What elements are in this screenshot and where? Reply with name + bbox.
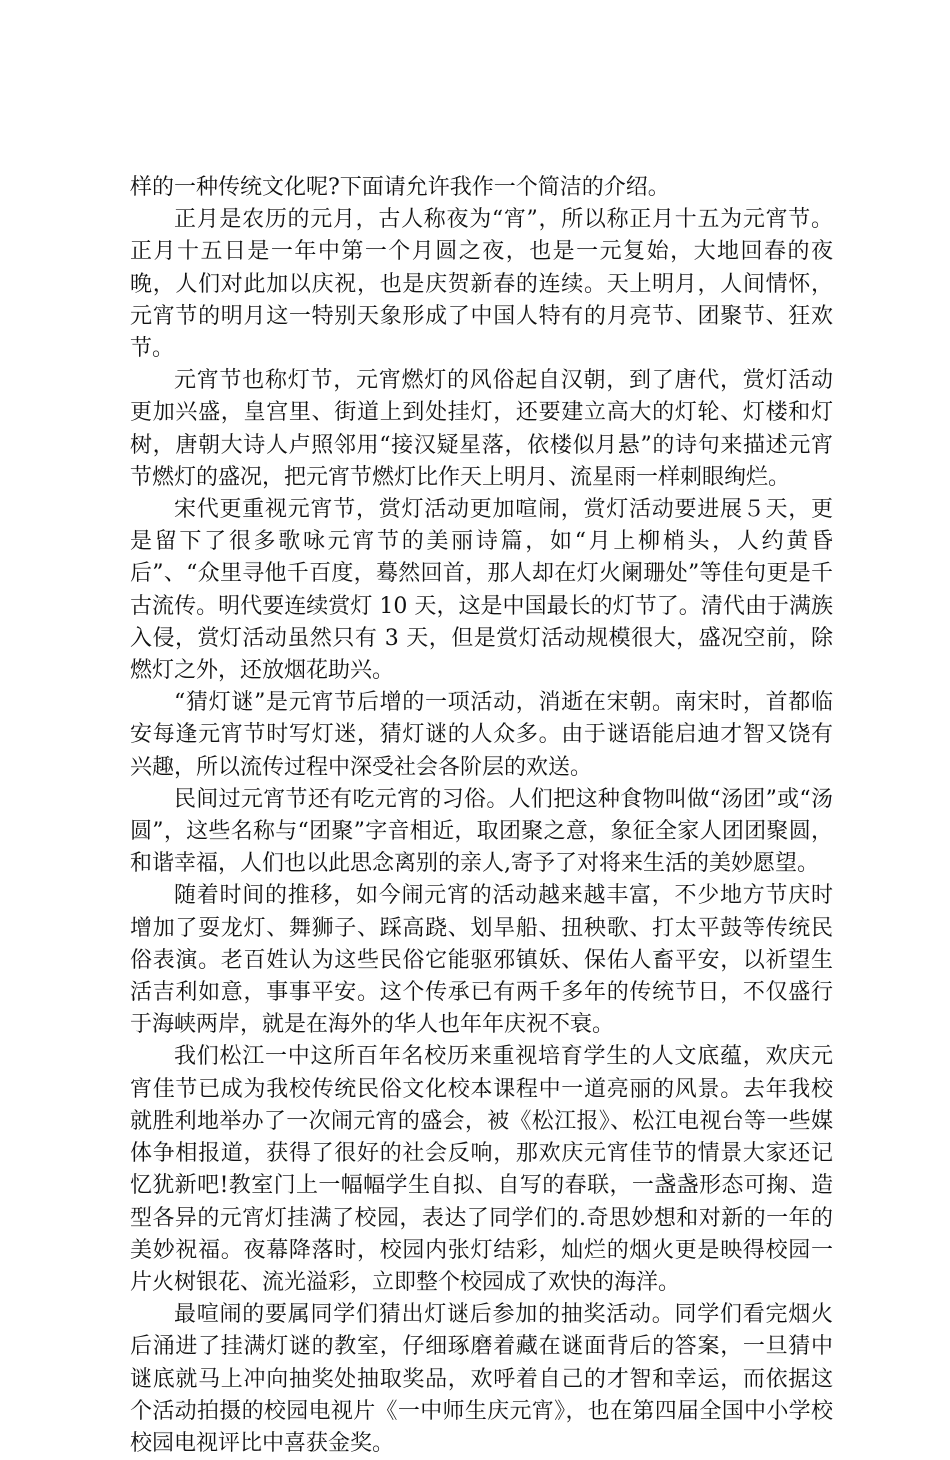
paragraph-9: 最喧闹的要属同学们猜出灯谜后参加的抽奖活动。同学们看完烟火后涌进了挂满灯谜的教室，仔细琢磨着藏在谜面背后的答案，一旦猜中谜底就马上冲向抽奖处抽取奖品，欢呼着自己的才智和幸运，而依据这个活动拍摄的校园电视片《一中师生庆元宵》，也在第四届全国中小学校校园电视评比中喜获金奖。 [130, 1302, 833, 1456]
paragraph-1: 样的一种传统文化呢?下面请允许我作一个简洁的介绍。 [130, 175, 670, 200]
paragraph-5: “猜灯谜”是元宵节后增的一项活动，消逝在宋朝。南宋时，首都临安每逢元宵节时写灯迷，猜灯谜的人众多。由于谜语能启迪才智又饶有兴趣，所以流传过程中深受社会各阶层的欢送。 [130, 690, 833, 780]
paragraph-2: 正月是农历的元月，古人称夜为“宵”，所以称正月十五为元宵节。正月十五日是一年中第一个月圆之夜，也是一元复始，大地回春的夜晚，人们对此加以庆祝，也是庆贺新春的连续。天上明月，人间情怀，元宵节的明月这一特别天象形成了中国人特有的月亮节、团聚节、狂欢节。 [130, 207, 833, 362]
paragraph-8: 我们松江一中这所百年名校历来重视培育学生的人文底蕴，欢庆元宵佳节已成为我校传统民俗文化校本课程中一道亮丽的风景。去年我校就胜利地举办了一次闹元宵的盛会，被《松江报》、松江电视台等一些媒体争相报道，获得了很好的社会反响，那欢庆元宵佳节的情景大家还记忆犹新吧!教室门上一幅幅学生自拟、自写的春联，一盏盏形态可掬、造型各异的元宵灯挂满了校园，表达了同学们的.奇思妙想和对新的一年的美妙祝福。夜幕降落时，校园内张灯结彩，灿烂的烟火更是映得校园一片火树银花、流光溢彩，立即整个校园成了欢快的海洋。 [130, 1044, 833, 1295]
paragraph-6: 民间过元宵节还有吃元宵的习俗。人们把这种食物叫做“汤团”或“汤圆”，这些名称与“团聚”字音相近，取团聚之意，象征全家人团团聚圆，和谐幸福，人们也以此思念离别的亲人,寄予了对将来生活的美妙愿望。 [130, 786, 833, 877]
paragraph-3: 元宵节也称灯节，元宵燃灯的风俗起自汉朝，到了唐代，赏灯活动更加兴盛，皇宫里、街道上到处挂灯，还要建立高大的灯轮、灯楼和灯树，唐朝大诗人卢照邻用“接汉疑星落，依楼似月悬”的诗句来描述元宵节燃灯的盛况，把元宵节燃灯比作天上明月、流星雨一样刺眼绚烂。 [130, 368, 833, 490]
document-body [130, 172, 833, 1460]
paragraph-7: 随着时间的推移，如今闹元宵的活动越来越丰富，不少地方节庆时增加了耍龙灯、舞狮子、踩高跷、划旱船、扭秧歌、打太平鼓等传统民俗表演。老百姓认为这些民俗它能驱邪镇妖、保佑人畜平安，以祈望生活吉利如意，事事平安。这个传承已有两千多年的传统节日，不仅盛行于海峡两岸，就是在海外的华人也年年庆祝不衰。 [130, 883, 833, 1038]
paragraph-4: 宋代更重视元宵节，赏灯活动更加喧闹，赏灯活动要进展５天，更是留下了很多歌咏元宵节的美丽诗篇，如“月上柳梢头，人约黄昏后”、“众里寻他千百度，蓦然回首，那人却在灯火阑珊处”等佳句更是千古流传。明代要连续赏灯 10 天，这是中国最长的灯节了。清代由于满族入侵，赏灯活动虽然只有 3 天，但是赏灯活动规模很大，盛况空前，除燃灯之外，还放烟花助兴。 [130, 497, 833, 684]
